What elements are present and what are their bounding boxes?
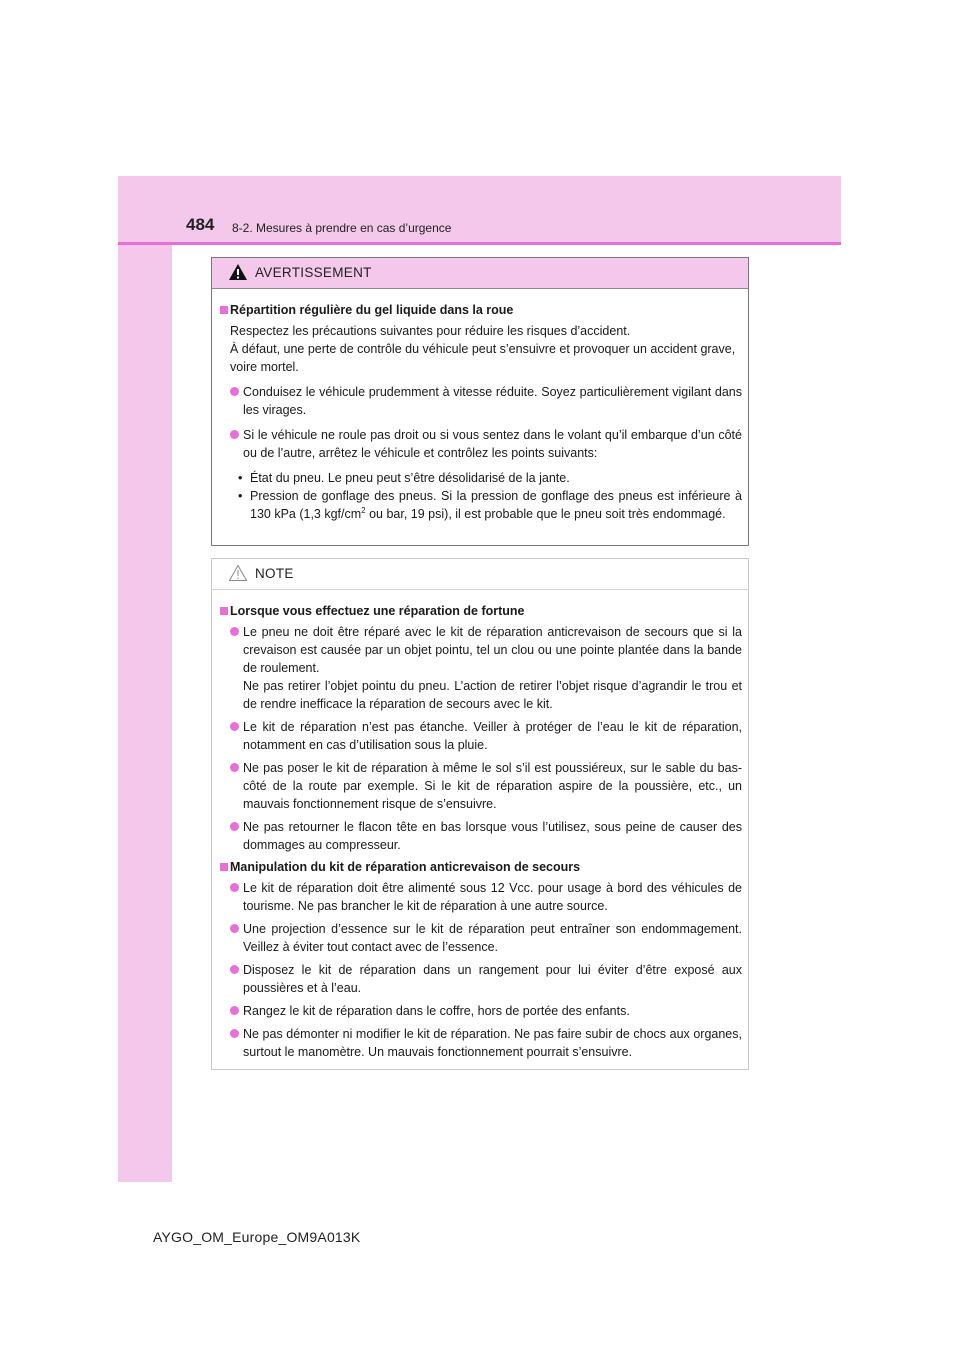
header-rule [118, 242, 841, 245]
square-bullet-icon [220, 607, 228, 615]
list-item: Ne pas démonter ni modifier le kit de réparation. Ne pas faire subir de chocs aux organes, surtout le manomètre. Un mauvais fonctionnement pourrait s’ensuivre. [220, 1025, 742, 1061]
side-strip [118, 176, 172, 1182]
list-item: Si le véhicule ne roule pas droit ou si vous sentez dans le volant qu’il embarque d’un côté ou de l’autre, arrêtez le véhicule et contrôlez les points suivants: [220, 426, 742, 462]
round-bullet-icon [230, 387, 239, 396]
round-bullet-icon [230, 822, 239, 831]
round-bullet-icon [230, 1006, 239, 1015]
round-bullet-icon [230, 722, 239, 731]
document-code: AYGO_OM_Europe_OM9A013K [153, 1229, 361, 1245]
list-item: Ne pas retourner le flacon tête en bas lorsque vous l’utilisez, sous peine de causer des dommages au compresseur. [220, 818, 742, 854]
note-box [211, 558, 749, 1070]
warning-title: AVERTISSEMENT [255, 265, 372, 280]
sub-list-item: • Pression de gonflage des pneus. Si la pression de gonflage des pneus est inférieure à 130 kPa (1,3 kgf/$cm^2$ ou bar, 19 psi), il est probable que le pneu soit très endommagé. [238, 489, 742, 521]
note-header [212, 559, 748, 590]
square-bullet-icon [220, 863, 228, 871]
header-band [118, 176, 841, 242]
list-item: Le pneu ne doit être réparé avec le kit de réparation anticrevaison de secours que si la crevaison est causée par un objet pointu, tel un clou ou une pointe plantée dans la bande de roulement. Ne pas retirer l’objet pointu du pneu. L’action de retirer l’objet risque d’agrandir le trou et de rendre inefficace la réparation de secours avec le kit. [220, 623, 742, 713]
warning-header [212, 258, 748, 289]
list-item: Disposez le kit de réparation dans un rangement pour lui éviter d’être exposé aux poussières et à l’eau. [220, 961, 742, 997]
round-bullet-icon [230, 430, 239, 439]
list-item: Le kit de réparation doit être alimenté sous 12 Vcc. pour usage à bord des véhicules de tourisme. Ne pas brancher le kit de réparation à une autre source. [220, 879, 742, 915]
square-bullet-icon [220, 306, 228, 314]
round-bullet-icon [230, 1029, 239, 1038]
note-heading-1: Lorsque vous effectuez une réparation de fortune [220, 602, 742, 620]
note-title: NOTE [255, 566, 294, 581]
list-item: Le kit de réparation n’est pas étanche. Veiller à protéger de l’eau le kit de réparation, notamment en cas d’utilisation sous la pluie. [220, 718, 742, 754]
page-number: 484 [186, 215, 215, 234]
warning-box [211, 257, 749, 546]
sub-list-item: • État du pneu. Le pneu peut s’être désolidarisé de la jante. [238, 471, 570, 485]
warning-intro-2: À défaut, une perte de contrôle du véhicule peut s’ensuivre et provoquer un accident grave, voire mortel. [230, 342, 736, 374]
round-bullet-icon [230, 627, 239, 636]
round-bullet-icon [230, 763, 239, 772]
list-item: Rangez le kit de réparation dans le coffre, hors de portée des enfants. [220, 1002, 742, 1020]
round-bullet-icon [230, 924, 239, 933]
warning-intro-1: Respectez les précautions suivantes pour réduire les risques d’accident. [230, 324, 631, 338]
warning-heading: Répartition régulière du gel liquide dans la roue [220, 301, 742, 319]
caution-outline-icon [228, 564, 248, 587]
list-item: Une projection d’essence sur le kit de réparation peut entraîner son endommagement. Veillez à éviter tout contact avec de l’essence. [220, 920, 742, 956]
section-title: 8-2. Mesures à prendre en cas d’urgence [232, 221, 452, 235]
note-heading-2: Manipulation du kit de réparation anticrevaison de secours [220, 858, 742, 876]
warning-triangle-icon [228, 263, 248, 286]
round-bullet-icon [230, 883, 239, 892]
round-bullet-icon [230, 965, 239, 974]
list-item: Ne pas poser le kit de réparation à même le sol s’il est poussiéreux, sur le sable du bas-côté de la route par exemple. Si le kit de réparation aspire de la poussière, etc., un mauvais fonctionnement risque de s’ensuivre. [220, 759, 742, 813]
list-item: Conduisez le véhicule prudemment à vitesse réduite. Soyez particulièrement vigilant dans les virages. [220, 383, 742, 419]
